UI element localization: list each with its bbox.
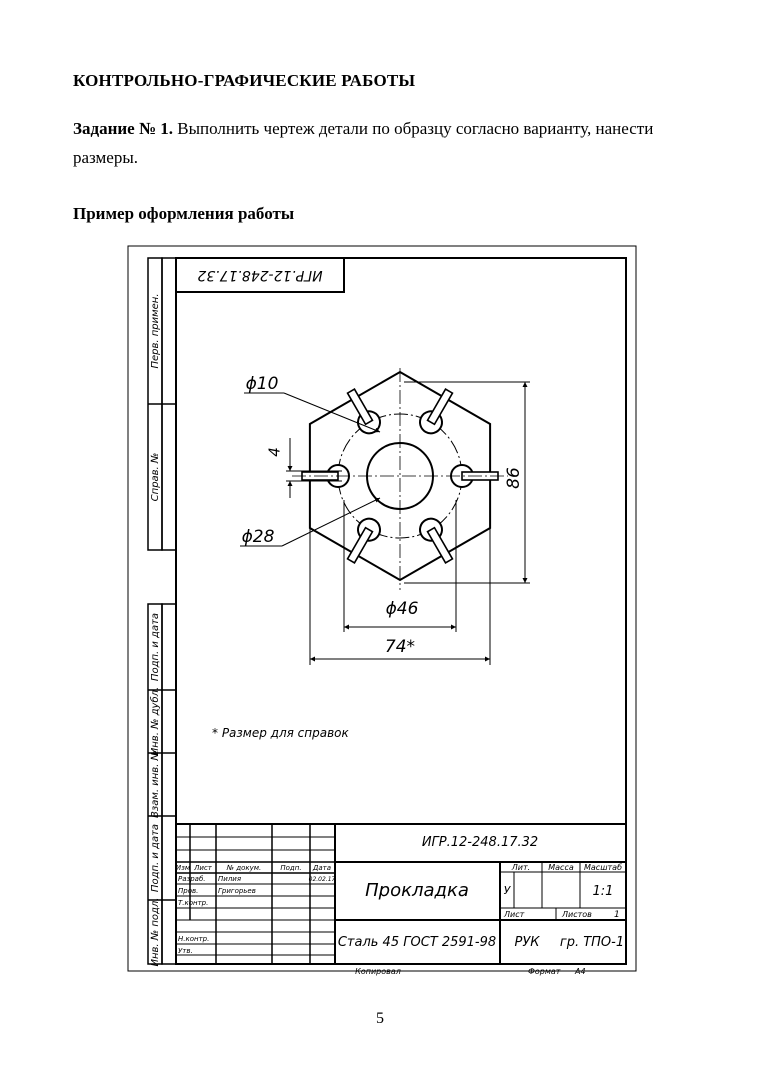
tb-col-podp: Подп. [280,864,302,872]
margin-label-perv-primen: Перв. примен. [150,293,161,369]
tb-col-izm: Изм [175,864,191,872]
reference-note: * Размер для справок [212,726,349,740]
example-title: Пример оформления работы [73,204,295,223]
dim-86-text: 86 [504,467,524,489]
top-code-text: ИГР.12-248.17.32 [197,267,323,283]
tb-prov-name: Григорьев [218,887,256,895]
task-text: Выполнить чертеж детали по образцу согласно варианту, нанести размеры. [73,119,654,167]
tb-code: ИГР.12-248.17.32 [421,835,539,850]
dim-d46-text: ϕ46 [385,599,419,619]
dim-74-text: 74* [384,637,416,657]
dim-d10-text: ϕ10 [245,374,279,394]
task-label: Задание № 1. [73,119,174,138]
tb-nkontr-label: Н.контр. [178,935,210,943]
tb-razrab-name: Пилия [218,875,242,883]
margin-label-podp-data-bottom: Подп. и дата [150,823,161,893]
margin-label-inv-podl: Инв. № подл. [150,897,161,967]
tb-format-value: А4 [575,967,586,976]
tb-scale-value: 1:1 [592,884,614,899]
margin-label-vzam-inv: Взам. инв. № [150,750,161,818]
tb-part-name: Прокладка [365,880,469,901]
tb-massa-label: Масса [548,863,574,872]
tb-sheets-label: Листов [562,910,592,919]
tb-masshtab-label: Масштаб [583,863,623,872]
margin-label-podp-data-top: Подп. и дата [150,612,161,682]
tb-date-value: 02.02.17 [308,876,336,883]
tb-copied: Копировал [355,967,401,976]
tb-org: РУК [514,935,540,950]
tb-prov-label: Пров. [178,887,199,895]
tb-sheets-value: 1 [614,910,620,920]
dim-4-text: 4 [265,447,284,457]
margin-label-sprav-no: Справ. № [150,452,161,502]
tb-tkontr-label: Т.контр. [178,899,209,907]
tb-col-list: Лист [194,864,212,872]
margin-label-inv-dubl: Инв. № дубл. [150,686,161,756]
tb-razrab-label: Разраб. [178,875,206,883]
dim-d28-text: ϕ28 [241,527,275,547]
page-number: 5 [376,1010,384,1027]
tb-material: Сталь 45 ГОСТ 2591-98 [337,935,497,950]
tb-utv-label: Утв. [178,947,193,955]
tb-col-data: Дата [312,864,332,872]
bolt-circle-centerline [338,414,462,538]
tb-lit-label: Лит. [511,863,531,872]
tb-col-ndokum: № докум. [226,864,262,872]
tb-format-label: Формат [528,967,561,976]
part-circles [338,414,462,538]
page-heading: КОНТРОЛЬНО-ГРАФИЧЕСКИЕ РАБОТЫ [73,71,416,90]
tb-lit-value: У [503,884,511,897]
tb-group: гр. ТПО-1 [559,935,625,950]
tb-sheet-label: Лист [504,910,525,919]
